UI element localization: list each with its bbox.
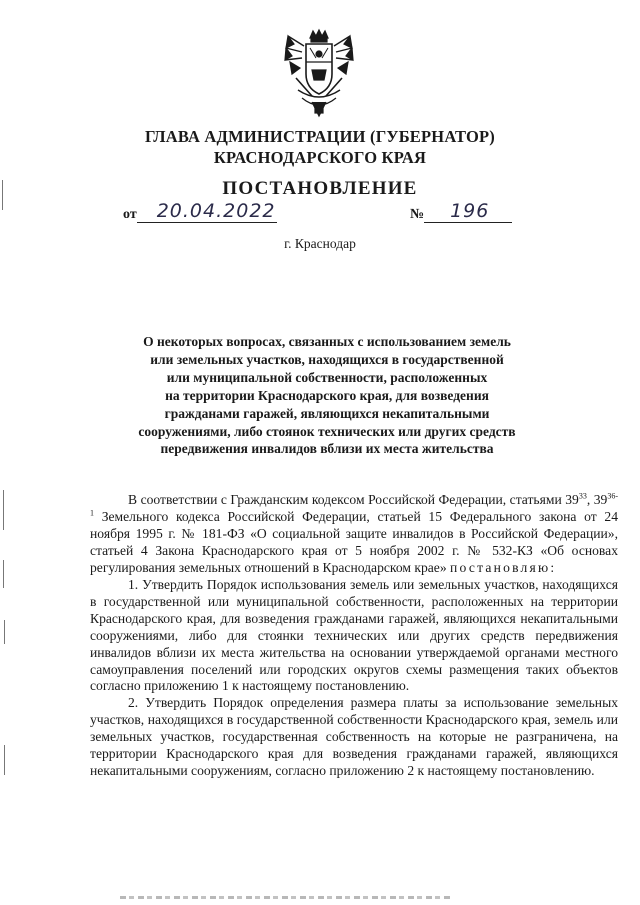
scan-artifact bbox=[4, 620, 5, 644]
authority-line-2: КРАСНОДАРСКОГО КРАЯ bbox=[213, 148, 427, 167]
clause-1-paragraph: 1. Утвердить Порядок использования земель или земельных участков, находящихся в государственной или муниципальной собственности, расположенных на территории Краснодарского края, для возведения гражданами гаражей, являющихся некапитальными сооружениями, либо для стоянки технических или других средств передвижения инвалидов вблизи их места жительства на основании утверждаемой органами местного самоуправления поселений или городских округов схемы размещения таких объектов согласно приложению 1 к настоящему постановлению. bbox=[90, 576, 618, 694]
document-type-heading: ПОСТАНОВЛЕНИЕ bbox=[222, 178, 418, 199]
decree-word: постановляю bbox=[450, 559, 551, 575]
number-value: 196 bbox=[450, 200, 490, 222]
title-line: гражданами гаражей, являющихся некапитальными bbox=[164, 405, 490, 421]
title-line: сооружениями, либо стоянок технических или других средств bbox=[138, 423, 516, 439]
document-title bbox=[112, 333, 542, 458]
scan-artifact bbox=[3, 490, 4, 530]
scan-artifact bbox=[4, 745, 5, 775]
title-line: или муниципальной собственности, расположенных bbox=[166, 369, 488, 385]
title-line: или земельных участков, находящихся в государственной bbox=[150, 351, 504, 367]
date-field bbox=[123, 200, 277, 223]
scan-artifact bbox=[2, 180, 3, 210]
date-value: 20.04.2022 bbox=[156, 200, 276, 222]
authority-line-1: ГЛАВА АДМИНИСТРАЦИИ (ГУБЕРНАТОР) bbox=[145, 127, 495, 146]
title-line: О некоторых вопросах, связанных с использованием земель bbox=[143, 334, 511, 349]
coat-of-arms-icon bbox=[282, 28, 356, 120]
issuing-authority bbox=[0, 126, 640, 168]
number-line bbox=[424, 200, 512, 223]
title-line: передвижения инвалидов вблизи их места жительства bbox=[160, 441, 494, 457]
number-field bbox=[410, 200, 512, 223]
scan-artifact bbox=[3, 560, 4, 588]
document-body bbox=[90, 492, 618, 780]
scan-artifact bbox=[120, 896, 450, 899]
date-line bbox=[137, 200, 277, 223]
preamble-paragraph: В соответствии с Гражданским кодексом Российской Федерации, статьями $39^{33}$, 39$^{36-1}$ Земельного кодекса Российской Федерации, статьей 15 Федерального закона от 24 ноября 1995 г. № 181-ФЗ «О социальной защите инвалидов в Российской Федерации», статьей 4 Закона Краснодарского края от 5 ноября 2002 г. № 532-КЗ «Об основах регулирования земельных отношений в Краснодарском крае» постановляю: bbox=[90, 491, 619, 575]
date-prefix: от bbox=[123, 207, 137, 222]
city: г. Краснодар bbox=[284, 236, 356, 251]
number-prefix: № bbox=[410, 207, 425, 222]
clause-2-paragraph: 2. Утвердить Порядок определения размера платы за использование земельных участков, находящихся в государственной собственности Краснодарского края, земель или земельных участков, государственная собственность на которые не разграничена, на территории Краснодарского края для возведения гражданами гаражей, являющихся некапитальными сооружениям, согласно приложению 2 к настоящему постановлению. bbox=[90, 695, 618, 779]
title-line: на территории Краснодарского края, для возведения bbox=[165, 387, 489, 403]
